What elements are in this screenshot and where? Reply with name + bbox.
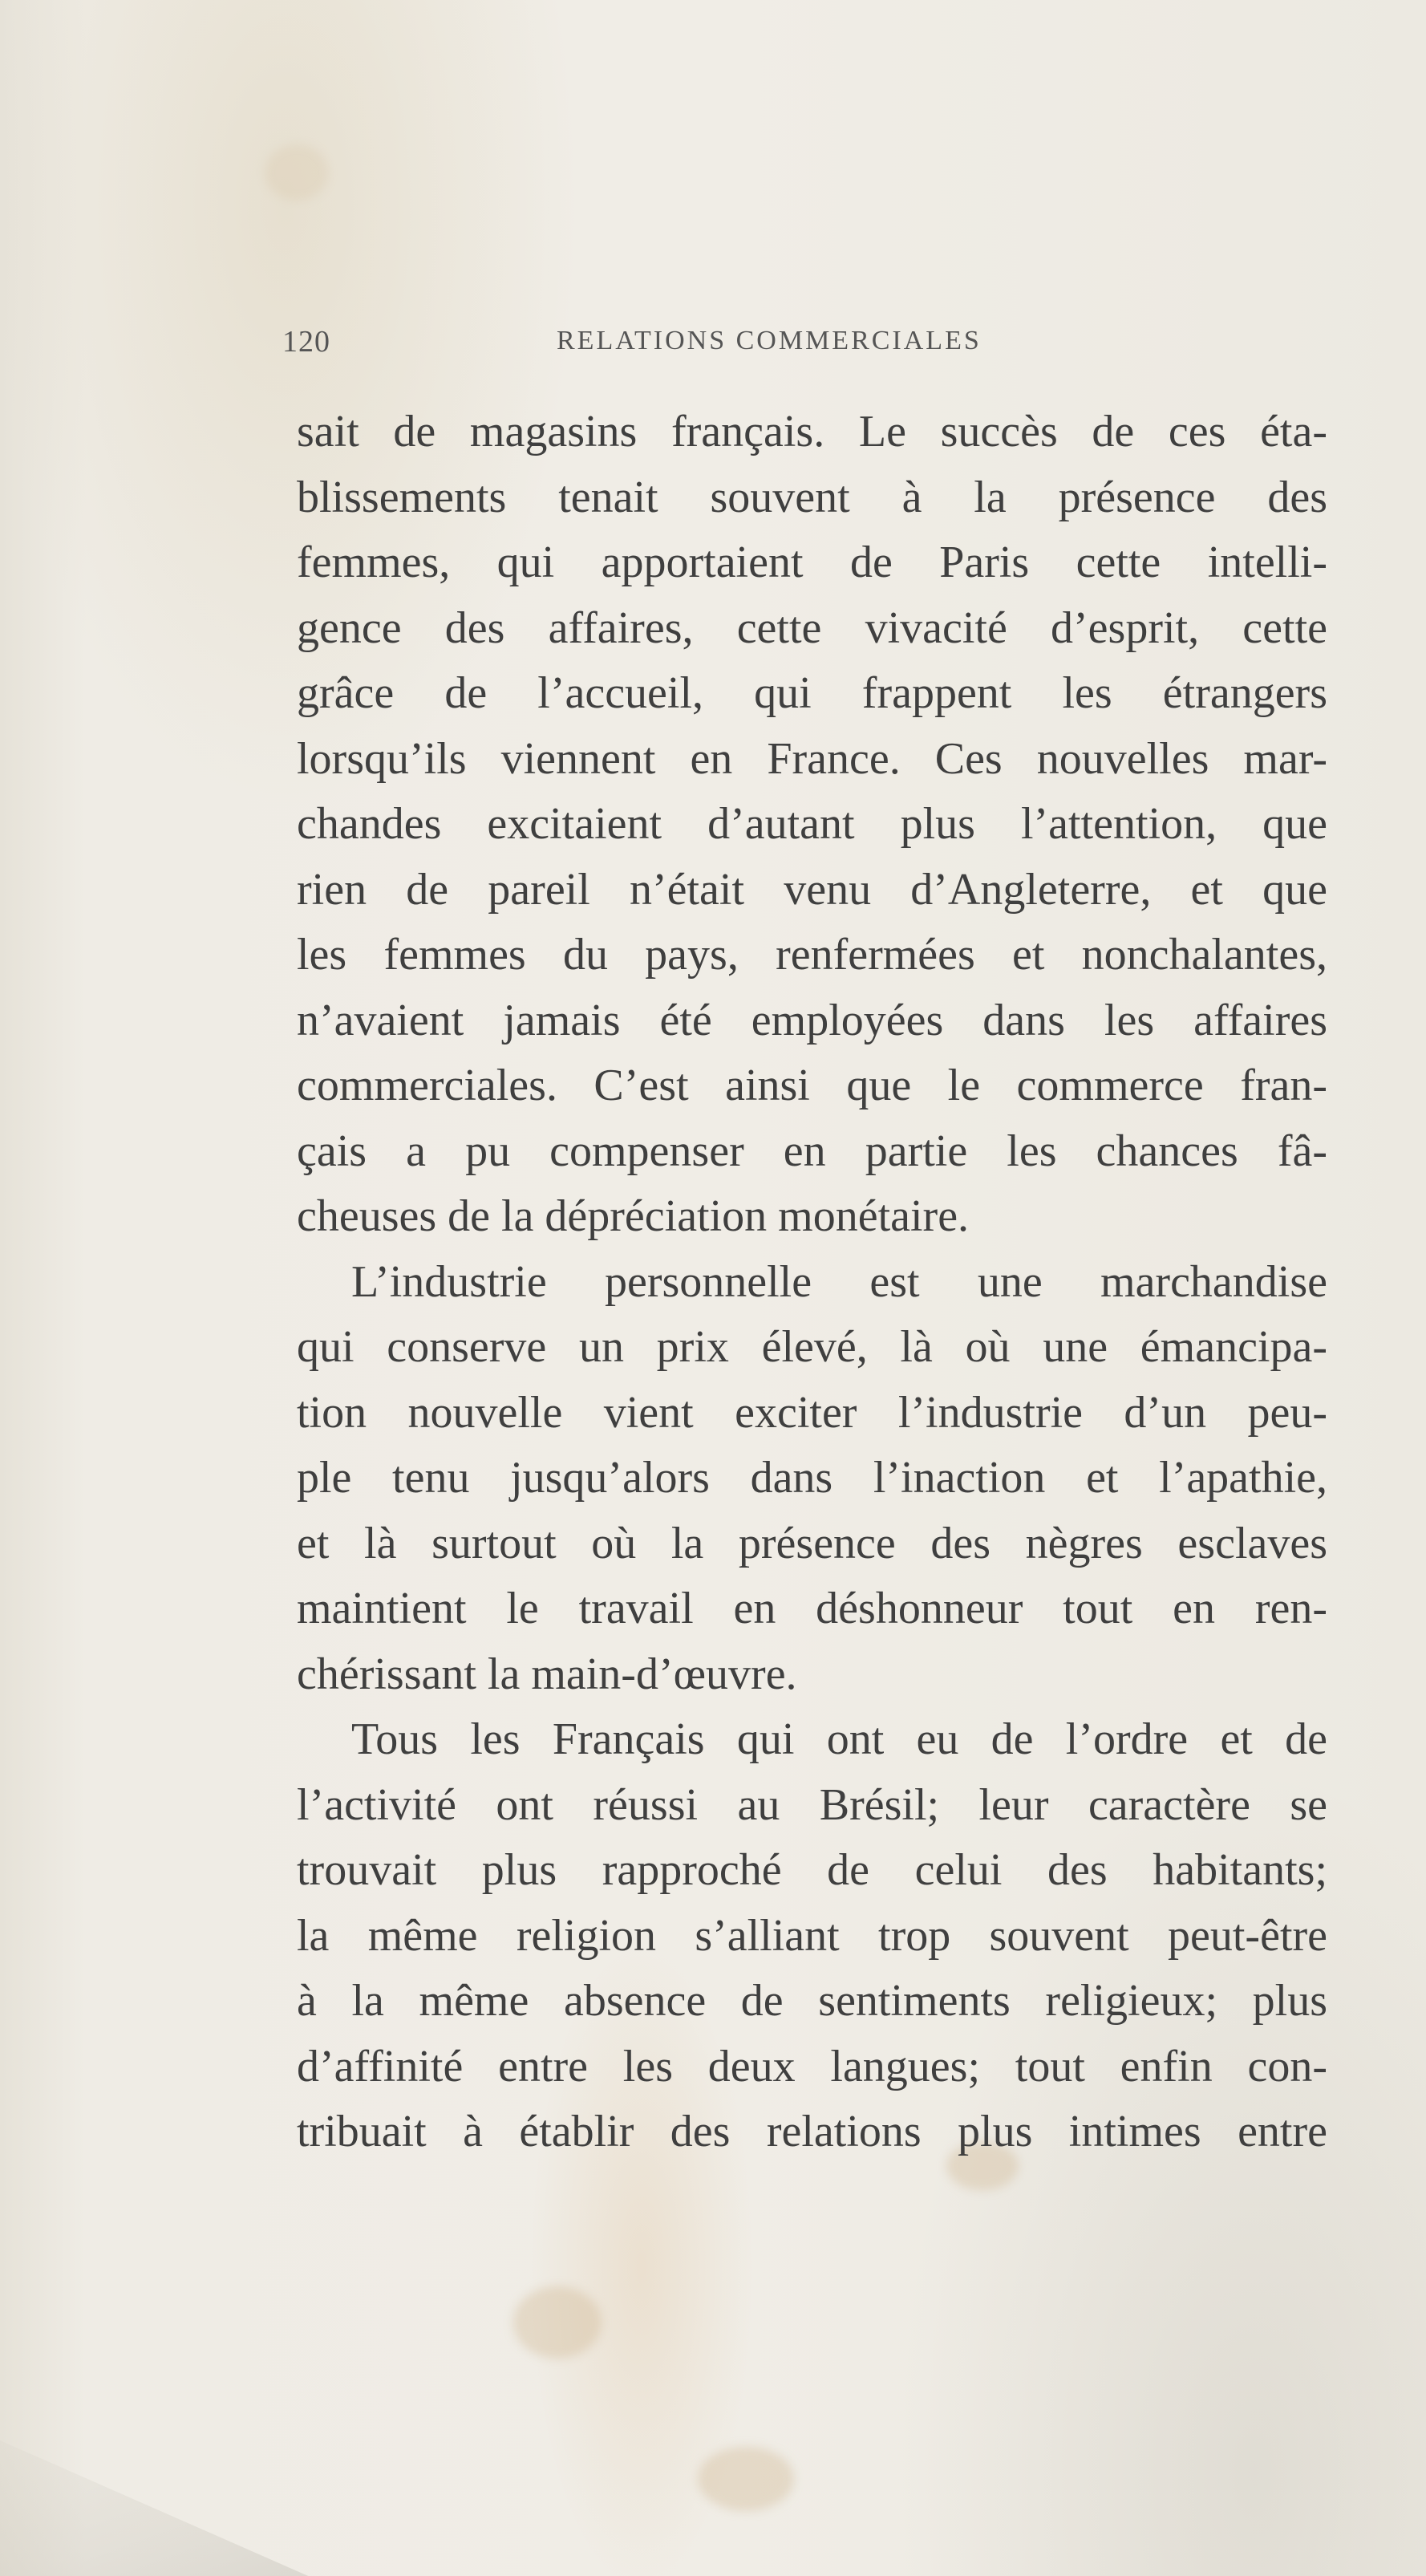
text-line: l’activité ont réussi au Brésil; leur caractère se: [297, 1779, 1327, 1830]
text-line: n’avaient jamais été employées dans les affaires: [297, 995, 1327, 1045]
text-line: les femmes du pays, renfermées et nonchalantes,: [297, 930, 1327, 980]
text-line: lorsqu’ils viennent en France. Ces nouvelles mar-: [297, 733, 1327, 784]
foxing-stain: [513, 2286, 602, 2359]
text-line: Tous les Français qui ont eu de l’ordre et de: [351, 1714, 1327, 1764]
text-line: tion nouvelle vient exciter l’industrie d’un peu-: [297, 1387, 1327, 1438]
foxing-stain: [698, 2447, 794, 2511]
text-line: la même religion s’alliant trop souvent peut-être: [297, 1910, 1327, 1961]
page-fold-shadow: [0, 2367, 497, 2576]
text-line: d’affinité entre les deux langues; tout enfin con-: [297, 2041, 1327, 2091]
text-line: gence des affaires, cette vivacité d’esprit, cette: [297, 602, 1327, 653]
page-header: [282, 324, 1084, 372]
body-text: [297, 400, 1327, 2165]
text-line: L’industrie personnelle est une marchandise: [351, 1256, 1327, 1307]
text-line: sait de magasins français. Le succès de ces éta-: [297, 407, 1327, 456]
foxing-stain: [265, 144, 329, 201]
text-line: à la même absence de sentiments religieux; plus: [297, 1976, 1327, 2026]
page-number: 120: [282, 325, 330, 359]
text-line: tribuait à établir des relations plus intimes entre: [297, 2107, 1327, 2156]
text-line: commerciales. C’est ainsi que le commerce fran-: [297, 1061, 1327, 1110]
paragraph-1: [297, 400, 1327, 1250]
text-line: femmes, qui apportaient de Paris cette intelli-: [297, 538, 1327, 587]
paragraph-3: [297, 1707, 1327, 2165]
text-line: ple tenu jusqu’alors dans l’inaction et l’apathie,: [297, 1453, 1327, 1503]
text-line: rien de pareil n’était venu d’Angleterre, et que: [297, 864, 1327, 915]
running-head: RELATIONS COMMERCIALES: [557, 326, 982, 355]
text-line: trouvait plus rapproché de celui des habitants;: [297, 1845, 1327, 1895]
text-line: çais a pu compenser en partie les chances fâ-: [297, 1126, 1327, 1176]
text-line: chérissant la main-d’œuvre.: [297, 1649, 797, 1699]
text-line: et là surtout où la présence des nègres esclaves: [297, 1518, 1327, 1568]
text-line: maintient le travail en déshonneur tout en ren-: [297, 1584, 1327, 1633]
text-line: qui conserve un prix élevé, là où une émancipa-: [297, 1322, 1327, 1372]
paragraph-2: [297, 1250, 1327, 1708]
text-line: chandes excitaient d’autant plus l’attention, que: [297, 799, 1327, 849]
text-line: cheuses de la dépréciation monétaire.: [297, 1191, 970, 1241]
text-line: grâce de l’accueil, qui frappent les étrangers: [297, 668, 1327, 718]
text-line: blissements tenait souvent à la présence des: [297, 472, 1327, 522]
